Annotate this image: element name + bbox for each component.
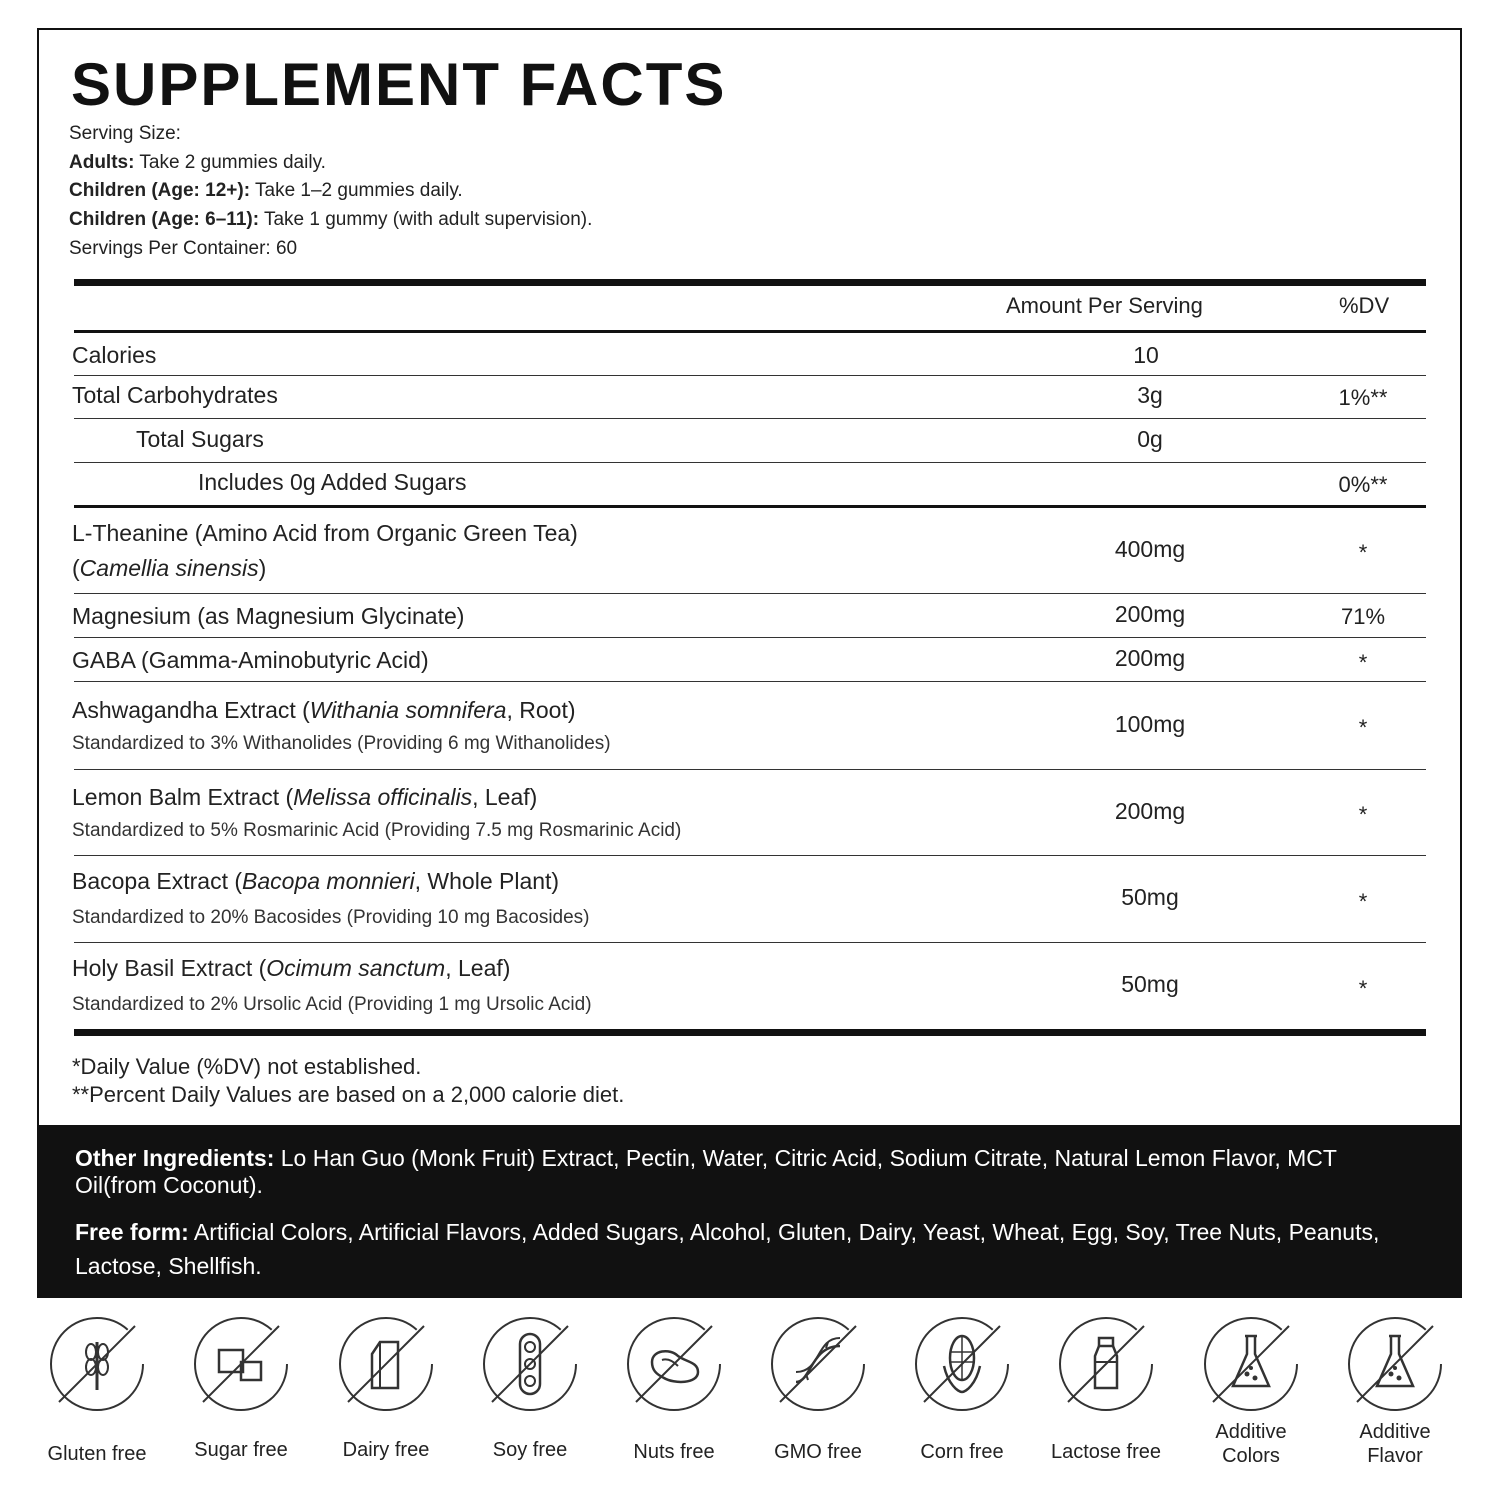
badge-additive-flavor (1325, 1312, 1465, 1468)
divider (74, 330, 1426, 333)
divider (74, 637, 1426, 638)
nutrient-name: Holy Basil Extract (Ocimum sanctum, Leaf) (72, 955, 511, 981)
nutrient-name: Ashwagandha Extract (Withania somnifera, Root) (72, 697, 576, 723)
nutrient-amount: 400mg (1114, 536, 1186, 562)
soybean-icon (478, 1312, 582, 1416)
badge-soy-free (460, 1312, 600, 1462)
other-ingredients-text: Lo Han Guo (Monk Fruit) Extract, Pectin, Water, Citric Acid, Sodium Citrate, Natural Lemon Flavor, MCT Oil(from Coconut). (75, 1145, 1337, 1198)
divider (74, 769, 1426, 770)
ingredients-band (37, 1125, 1462, 1298)
nutrient-name: Magnesium (as Magnesium Glycinate) (72, 603, 465, 629)
nutrient-name-line2: (Camellia sinensis) (72, 555, 267, 581)
corn-icon (910, 1312, 1014, 1416)
badge-corn-free (892, 1312, 1032, 1464)
badge-lactose-free (1036, 1312, 1176, 1464)
nutrient-amount: 50mg (1121, 971, 1179, 997)
nutrient-dv: 0%** (1338, 472, 1388, 497)
servings-per-container: Servings Per Container: 60 (69, 237, 298, 259)
badge-label: Sugar free (194, 1439, 288, 1461)
divider (74, 462, 1426, 463)
badge-additive-colors (1181, 1312, 1321, 1468)
children-12-text: Take 1–2 gummies daily. (255, 180, 463, 202)
nutrient-amount: 200mg (1114, 798, 1186, 824)
nut-icon (622, 1312, 726, 1416)
latin-name: Melissa officinalis (293, 784, 473, 810)
footnote-dv-not-established: *Daily Value (%DV) not established. (72, 1054, 422, 1079)
flask-icon (1343, 1312, 1447, 1416)
supplement-facts-panel (37, 28, 1462, 1298)
divider (74, 279, 1426, 286)
latin-name: Ocimum sanctum (266, 955, 446, 981)
other-ingredients-label: Other Ingredients: (75, 1145, 275, 1171)
other-ingredients (75, 1145, 1415, 1199)
badge-label: Nuts free (633, 1441, 715, 1463)
free-form (75, 1215, 1415, 1283)
dna-icon (766, 1312, 870, 1416)
nutrient-amount: 200mg (1114, 601, 1186, 627)
children-6-text: Take 1 gummy (with adult supervision). (263, 209, 593, 231)
nutrient-standardization: Standardized to 2% Ursolic Acid (Providing 1 mg Ursolic Acid) (72, 994, 592, 1015)
nutrient-name: Total Sugars (136, 426, 264, 452)
nutrient-amount: 100mg (1114, 711, 1186, 737)
milk-bottle-icon (1054, 1312, 1158, 1416)
nutrient-dv: * (1358, 976, 1368, 1001)
badge-label: Dairy free (342, 1439, 430, 1461)
serving-info (69, 120, 592, 264)
nutrient-name: Total Carbohydrates (72, 382, 278, 408)
children-6-label: Children (Age: 6–11): (69, 209, 260, 231)
badge-label: Additive Colors (1215, 1421, 1287, 1467)
divider (74, 1029, 1426, 1036)
badge-label: Gluten free (47, 1443, 147, 1465)
divider (74, 942, 1426, 943)
page-title: SUPPLEMENT FACTS (71, 51, 727, 118)
badge-label: Lactose free (1050, 1441, 1162, 1463)
serving-size-label: Serving Size: (69, 123, 181, 144)
wheat-icon (45, 1312, 149, 1416)
free-form-text: Artificial Colors, Artificial Flavors, Added Sugars, Alcohol, Gluten, Dairy, Yeast, Wheat, Egg, Soy, Tree Nuts, Peanuts, Lactose, Shellfish. (75, 1219, 1380, 1279)
nutrient-dv: * (1358, 650, 1368, 675)
nutrient-dv: * (1358, 802, 1368, 827)
badge-label: Soy free (492, 1439, 568, 1461)
sugar-cubes-icon (189, 1312, 293, 1416)
nutrient-name: L-Theanine (Amino Acid from Organic Green Tea) (72, 520, 578, 546)
badge-label: GMO free (774, 1441, 862, 1463)
nutrient-name: Lemon Balm Extract (Melissa officinalis, Leaf) (72, 784, 538, 810)
free-form-label: Free form: (75, 1219, 189, 1245)
nutrient-dv: * (1358, 540, 1368, 565)
nutrient-amount: 3g (1137, 382, 1163, 408)
nutrient-standardization: Standardized to 20% Bacosides (Providing 10 mg Bacosides) (72, 907, 590, 928)
badge-label: Corn free (920, 1441, 1004, 1463)
adults-text: Take 2 gummies daily. (139, 151, 326, 173)
amount-column-header: Amount Per Serving (1006, 293, 1203, 318)
badge-gmo-free (748, 1312, 888, 1464)
nutrient-standardization: Standardized to 3% Withanolides (Providing 6 mg Withanolides) (72, 733, 611, 754)
divider (74, 593, 1426, 594)
badge-dairy-free (316, 1312, 456, 1462)
flask-icon (1199, 1312, 1303, 1416)
nutrient-name: Calories (72, 342, 157, 368)
latin-name: Camellia sinensis (79, 555, 259, 581)
dv-column-header: %DV (1339, 293, 1390, 318)
nutrient-standardization: Standardized to 5% Rosmarinic Acid (Providing 7.5 mg Rosmarinic Acid) (72, 820, 682, 841)
badge-gluten-free (27, 1312, 167, 1466)
divider (74, 375, 1426, 376)
nutrient-name: GABA (Gamma-Aminobutyric Acid) (72, 647, 429, 673)
milk-carton-icon (334, 1312, 438, 1416)
nutrient-amount: 0g (1137, 426, 1163, 452)
divider (74, 505, 1426, 508)
nutrient-dv: 71% (1340, 604, 1386, 629)
latin-name: Bacopa monnieri (242, 868, 415, 894)
nutrient-amount: 200mg (1114, 645, 1186, 671)
badge-nuts-free (604, 1312, 744, 1464)
divider (74, 681, 1426, 682)
badge-label: Additive Flavor (1359, 1421, 1431, 1467)
badge-sugar-free (171, 1312, 311, 1462)
nutrient-dv: 1%** (1338, 385, 1388, 410)
latin-name: Withania somnifera (309, 697, 507, 723)
divider (74, 855, 1426, 856)
nutrient-name: Includes 0g Added Sugars (198, 469, 467, 495)
nutrient-amount: 50mg (1121, 884, 1179, 910)
nutrient-dv: * (1358, 889, 1368, 914)
nutrient-dv: * (1358, 715, 1368, 740)
footnote-dv-calorie-basis: **Percent Daily Values are based on a 2,000 calorie diet. (72, 1082, 625, 1107)
nutrient-amount: 10 (1133, 342, 1159, 368)
children-12-label: Children (Age: 12+): (69, 180, 251, 202)
adults-label: Adults: (69, 151, 135, 173)
nutrient-name: Bacopa Extract (Bacopa monnieri, Whole Plant) (72, 868, 560, 894)
divider (74, 418, 1426, 419)
